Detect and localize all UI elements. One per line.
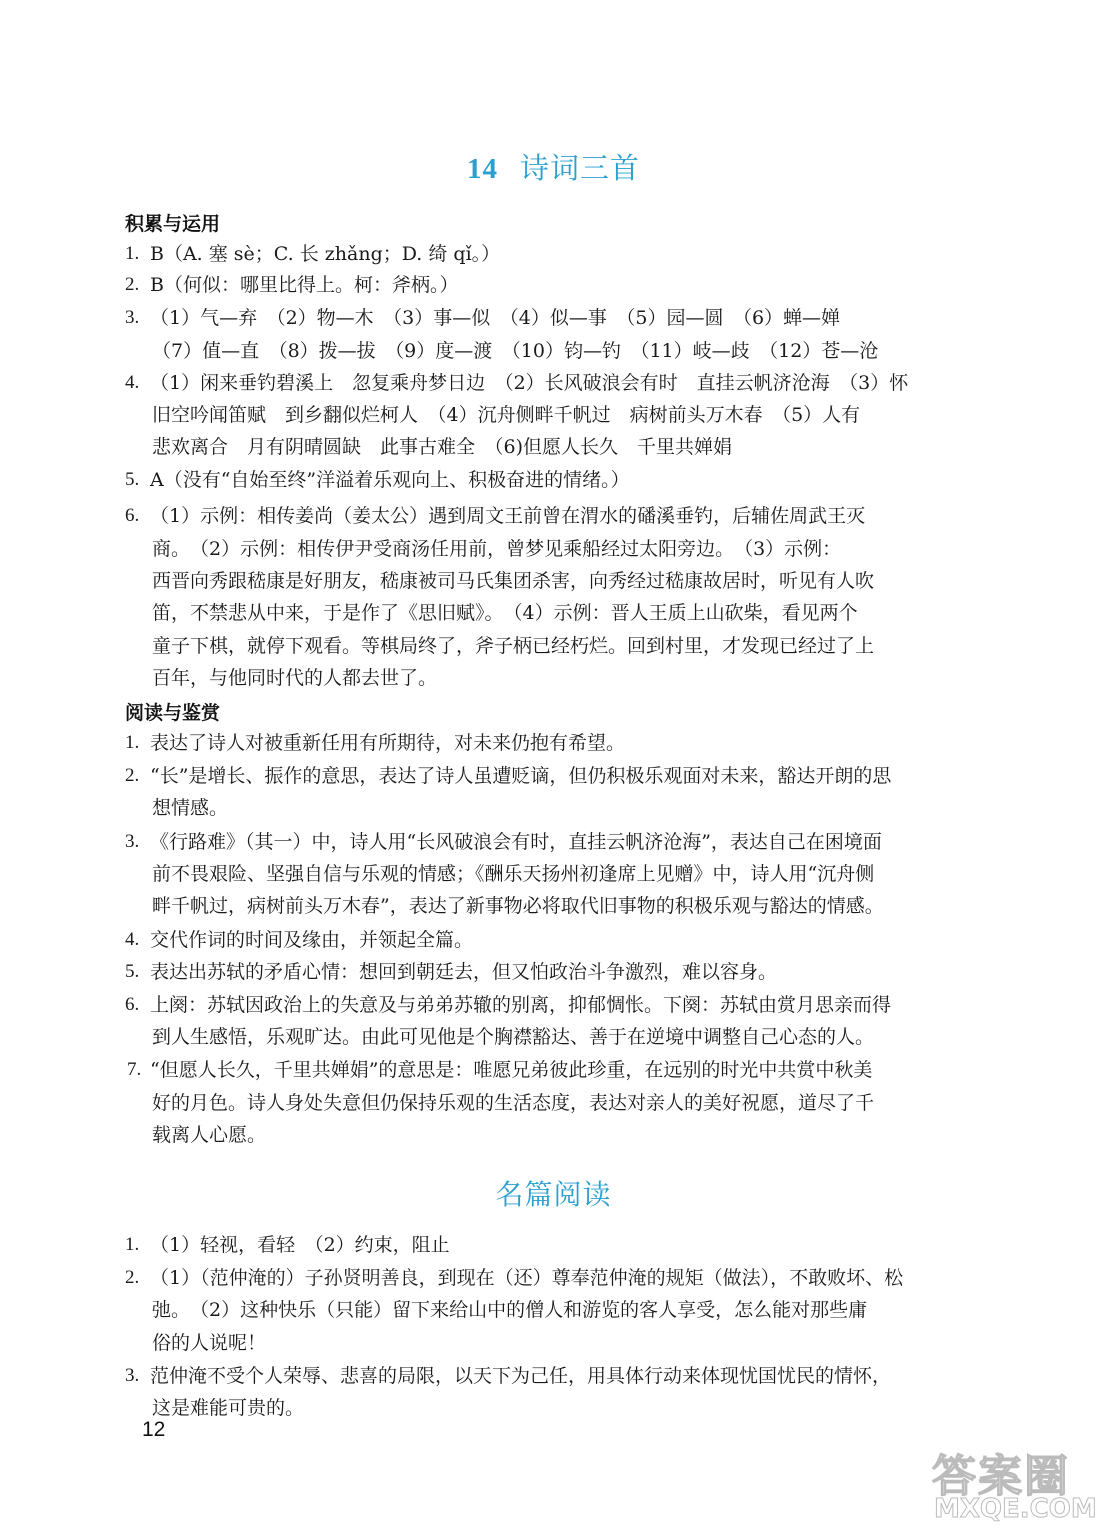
answer-line: 想情感。 bbox=[152, 797, 229, 819]
item-number: 3. bbox=[125, 1365, 140, 1386]
chapter-title-text: 诗词三首 bbox=[519, 151, 640, 185]
answer-line: 商。 （2）示例：相传伊尹受商汤任用前，曾梦见乘船经过太阳旁边。 （3）示例： bbox=[152, 538, 842, 560]
chapter-number: 14 bbox=[466, 153, 498, 185]
answer-line: 百年，与他同时代的人都去世了。 bbox=[152, 667, 438, 689]
answer-line: 前不畏艰险、坚强自信与乐观的情感；《酬乐天扬州初逢席上见赠》中，诗人用“沉舟侧 bbox=[152, 863, 875, 885]
item-number: 1. bbox=[125, 1234, 140, 1255]
answer-line: （1）轻视，看轻 （2）约束，阻止 bbox=[150, 1234, 450, 1256]
answer-line: 范仲淹不受个人荣辱、悲喜的局限，以天下为己任，用具体行动来体现忧国忧民的情怀， bbox=[150, 1365, 892, 1387]
answer-line: （1）（范仲淹的）子孙贤明善良，到现在（还）尊奉范仲淹的规矩（做法），不敢败坏、松 bbox=[150, 1267, 904, 1289]
answer-line: 好的月色。诗人身处失意但仍保持乐观的生活态度，表达对亲人的美好祝愿，道尽了千 bbox=[152, 1092, 875, 1114]
item-number: 3. bbox=[125, 307, 140, 328]
answer-line: （7）值—直 （8）拨—拔 （9）度—渡 （10）钧—钓 （11）岐—歧 （12）苍—沧 bbox=[152, 340, 879, 362]
answer-line: （1）示例：相传姜尚（姜太公）遇到周文王前曾在渭水的磻溪垂钓，后辅佐周武王灭 bbox=[150, 505, 866, 527]
answer-line: 载离人心愿。 bbox=[152, 1124, 267, 1146]
item-number: 6. bbox=[125, 994, 140, 1015]
section-heading-reading: 阅读与鉴赏 bbox=[125, 702, 221, 724]
section-title-famous-reading: 名篇阅读 bbox=[495, 1178, 612, 1211]
answer-line: 畔千帆过，病树前头万木春”，表达了新事物必将取代旧事物的积极乐观与豁达的情感。 bbox=[152, 895, 884, 917]
item-number: 5. bbox=[125, 469, 140, 490]
page-number: 12 bbox=[142, 1418, 166, 1441]
section-heading-accumulation: 积累与运用 bbox=[125, 213, 221, 235]
answer-line: （1）气—弃 （2）物—木 （3）事—似 （4）似—事 （5）园—圆 （6）蝉—婵 bbox=[150, 307, 841, 329]
answer-line: “但愿人长久，千里共婵娟”的意思是：唯愿兄弟彼此珍重，在远别的时光中共赏中秋美 bbox=[150, 1059, 873, 1081]
item-number: 3. bbox=[125, 831, 140, 852]
answer-line: 笛，不禁悲从中来，于是作了《思旧赋》。 （4）示例：晋人王质上山砍柴，看见两个 bbox=[152, 602, 858, 624]
answer-line: 悲欢离合 月有阴晴圆缺 此事古难全 （6)但愿人长久 千里共婵娟 bbox=[152, 436, 733, 458]
answer-line: 《行路难》（其一）中，诗人用“长风破浪会有时，直挂云帆济沧海”，表达自己在困境面 bbox=[150, 831, 882, 853]
answer-line: A（没有“自始至终”洋溢着乐观向上、积极奋进的情绪。） bbox=[150, 469, 630, 491]
watermark-url: MXQE.COM bbox=[934, 1494, 1097, 1524]
chapter-title bbox=[0, 146, 1107, 187]
answer-line: 这是难能可贵的。 bbox=[152, 1397, 305, 1419]
answer-line: “长”是增长、振作的意思，表达了诗人虽遭贬谪，但仍积极乐观面对未来，豁达开朗的思 bbox=[150, 765, 892, 787]
item-number: 2. bbox=[125, 1267, 140, 1288]
answer-line: 俗的人说呢！ bbox=[152, 1332, 267, 1354]
answer-line: 表达了诗人对被重新任用有所期待，对未来仍抱有希望。 bbox=[150, 732, 626, 754]
answer-line: 表达出苏轼的矛盾心情：想回到朝廷去，但又怕政治斗争激烈，难以容身。 bbox=[150, 961, 778, 983]
answer-line: 旧空吟闻笛赋 到乡翻似烂柯人 （4）沉舟侧畔千帆过 病树前头万木春 （5）人有 bbox=[152, 404, 861, 426]
item-number: 4. bbox=[125, 929, 140, 950]
watermark-logo bbox=[932, 1440, 1097, 1528]
answer-line: B（何似：哪里比得上。柯：斧柄。） bbox=[150, 274, 459, 296]
item-number: 7. bbox=[127, 1059, 142, 1080]
item-number: 1. bbox=[125, 243, 140, 264]
answer-line: 上阕：苏轼因政治上的失意及与弟弟苏辙的别离，抑郁惆怅。下阕：苏轼由赏月思亲而得 bbox=[150, 994, 892, 1016]
answer-line: 弛。 （2）这种快乐（只能）留下来给山中的僧人和游览的客人享受，怎么能对那些庸 bbox=[152, 1299, 868, 1321]
answer-line: 西晋向秀跟嵇康是好朋友，嵇康被司马氏集团杀害，向秀经过嵇康故居时，听见有人吹 bbox=[152, 570, 875, 592]
answer-line: （1）闲来垂钓碧溪上 忽复乘舟梦日边 （2）长风破浪会有时 直挂云帆济沧海 （3）怀 bbox=[150, 372, 909, 394]
watermark-text: 答案圈 bbox=[932, 1451, 1070, 1502]
answer-line: 交代作词的时间及缘由，并领起全篇。 bbox=[150, 929, 474, 951]
answer-line: B（A. 塞 sè；C. 长 zhǎng；D. 绮 qǐ。） bbox=[150, 243, 501, 265]
answer-line: 到人生感悟，乐观旷达。由此可见他是个胸襟豁达、善于在逆境中调整自己心态的人。 bbox=[152, 1026, 875, 1048]
item-number: 4. bbox=[125, 372, 140, 393]
answer-line: 童子下棋，就停下观看。等棋局终了，斧子柄已经朽烂。回到村里，才发现已经过了上 bbox=[152, 635, 875, 657]
item-number: 2. bbox=[125, 765, 140, 786]
item-number: 6. bbox=[125, 505, 140, 526]
item-number: 1. bbox=[125, 732, 140, 753]
item-number: 5. bbox=[125, 961, 140, 982]
item-number: 2. bbox=[125, 274, 140, 295]
